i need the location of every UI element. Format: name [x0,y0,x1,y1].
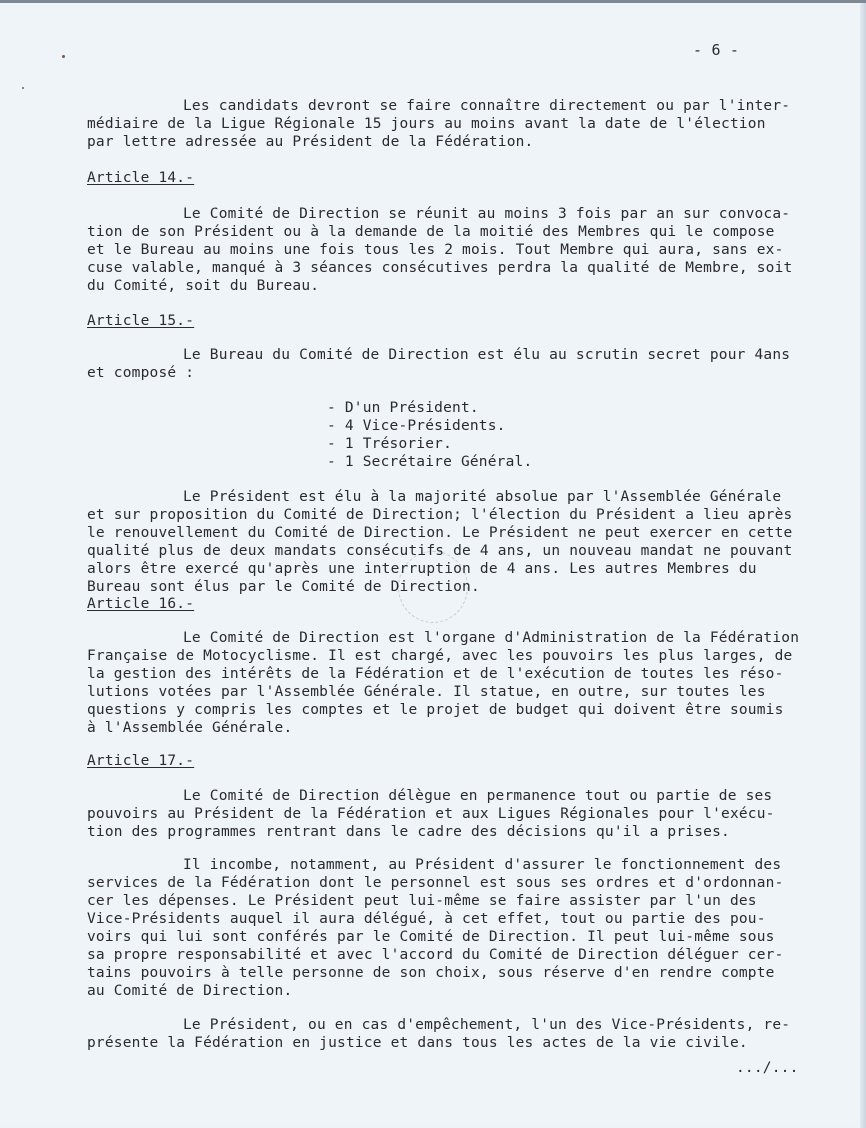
text-line: médiaire de la Ligue Régionale 15 jours au moins avant la date de l'élection [87,116,766,132]
text-line: tains pouvoirs à telle personne de son choix, sous réserve d'en rendre compte [87,965,775,981]
text-line: Le Comité de Direction délègue en permanence tout ou partie de ses [183,788,773,804]
text-line: qualité plus de deux mandats consécutifs de 4 ans, un nouveau mandat ne pouvant [87,543,793,559]
ink-speck [62,55,65,58]
text-line: voirs qui lui sont conférés par le Comité de Direction. Il peut lui-même sous [87,929,775,945]
text-line: Française de Motocyclisme. Il est chargé, avec les pouvoirs les plus larges, de [87,648,793,664]
text-line: Le Comité de Direction se réunit au moins 3 fois par an sur convoca- [183,206,791,222]
text-line: Vice-Présidents auquel il aura délégué, à cet effet, tout ou partie des pou- [87,911,766,927]
ink-speck [22,87,24,89]
text-line: à l'Assemblée Générale. [87,720,293,736]
text-line: Le Président, ou en cas d'empêchement, l'un des Vice-Présidents, re- [183,1017,791,1033]
text-line: sa propre responsabilité et avec l'accord du Comité de Direction déléguer cer- [87,947,784,963]
list-item: - D'un Président. [327,400,479,416]
text-line: Il incombe, notamment, au Président d'assurer le fonctionnement des [183,857,782,873]
continuation-mark: .../... [736,1060,799,1076]
text-line: Bureau sont élus par le Comité de Direction. [87,579,480,595]
text-line: présente la Fédération en justice et dans tous les actes de la vie civile. [87,1035,748,1051]
text-line: Le Bureau du Comité de Direction est élu au scrutin secret pour 4ans [183,347,791,363]
text-line: cer les dépenses. Le Président peut lui-même se faire assister par l'un des [87,893,757,909]
text-line: pouvoirs au Président de la Fédération et aux Ligues Régionales pour l'exécu- [87,806,775,822]
text-line: Le Président est élu à la majorité absolue par l'Assemblée Générale [183,489,782,505]
article-16-heading: Article 16.- [87,596,195,612]
text-line: alors être exercé qu'après une interruption de 4 ans. Les autres Membres du [87,561,757,577]
text-line: et le Bureau au moins une fois tous les 2 mois. Tout Membre qui aura, sans ex- [87,242,784,258]
text-line: tion des programmes rentrant dans le cadre des décisions qu'il a prises. [87,824,730,840]
text-line: du Comité, soit du Bureau. [87,278,320,294]
text-line: Le Comité de Direction est l'organe d'Administration de la Fédération [183,630,800,646]
text-line: et sur proposition du Comité de Direction; l'élection du Président a lieu après [87,507,793,523]
list-item: - 4 Vice-Présidents. [327,418,506,434]
text-line: le renouvellement du Comité de Direction. Le Président ne peut exercer en cette [87,525,793,541]
article-14-heading: Article 14.- [87,170,195,186]
text-line: cuse valable, manqué à 3 séances consécutives perdra la qualité de Membre, soit [87,260,793,276]
article-15-heading: Article 15.- [87,313,195,329]
page-edge-shadow [860,3,866,1128]
text-line: la gestion des intérêts de la Fédération et de l'exécution de toutes les réso- [87,666,784,682]
text-line: au Comité de Direction. [87,983,293,999]
text-line: Les candidats devront se faire connaître directement ou par l'inter- [183,98,791,114]
list-item: - 1 Trésorier. [327,436,453,452]
text-line: questions y compris les comptes et le projet de budget qui doivent être soumis [87,702,784,718]
text-line: et composé : [87,365,195,381]
page-number: - 6 - [693,41,740,59]
list-item: - 1 Secrétaire Général. [327,454,533,470]
text-line: par lettre adressée au Président de la Fédération. [87,134,534,150]
text-line: services de la Fédération dont le personnel est sous ses ordres et d'ordonnan- [87,875,784,891]
article-17-heading: Article 17.- [87,753,195,769]
text-line: lutions votées par l'Assemblée Générale. Il statue, en outre, sur toutes les [87,684,766,700]
text-line: tion de son Président ou à la demande de la moitié des Membres qui le compose [87,224,775,240]
